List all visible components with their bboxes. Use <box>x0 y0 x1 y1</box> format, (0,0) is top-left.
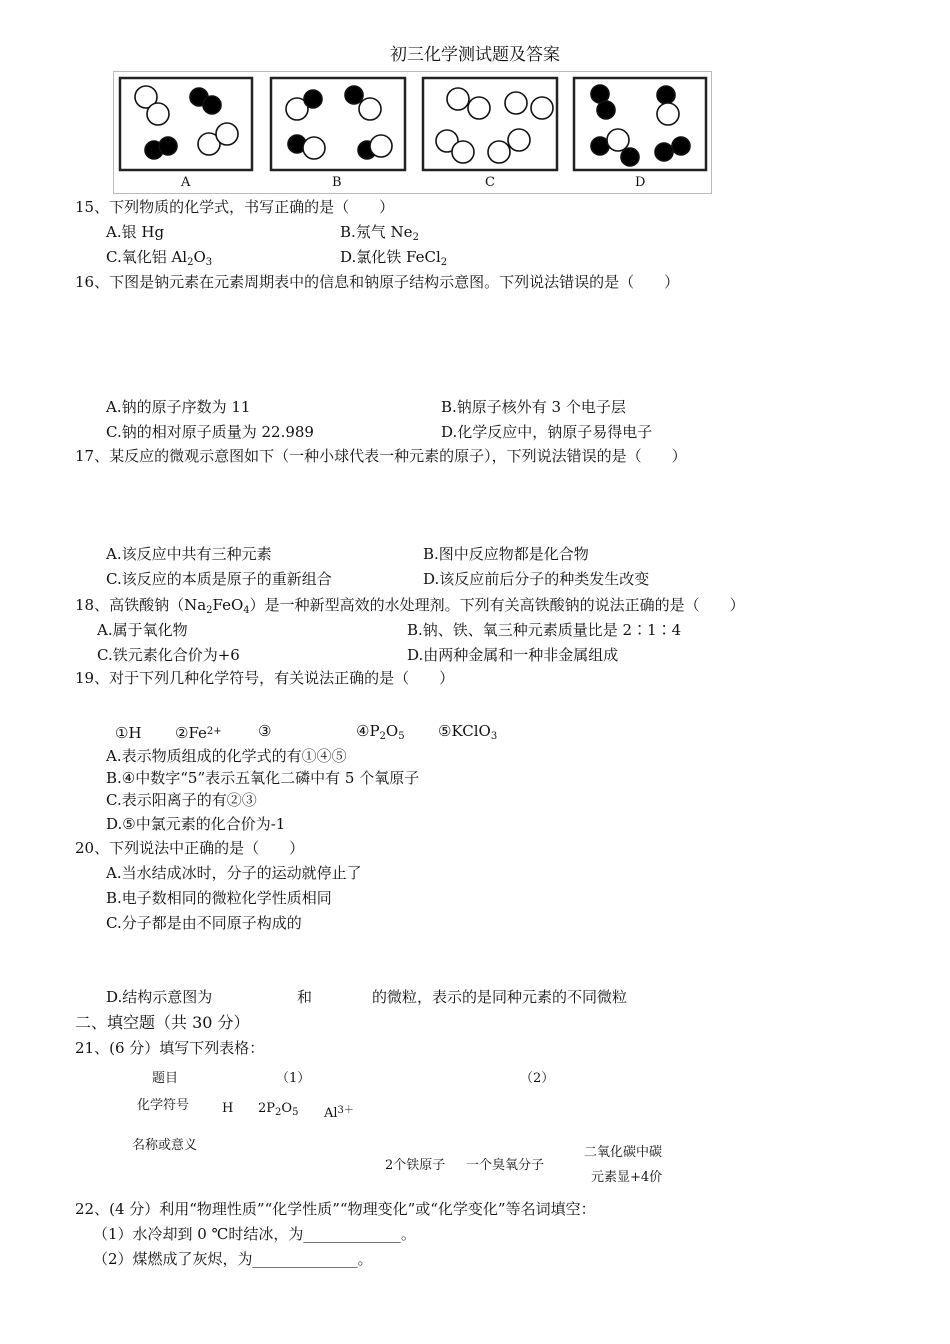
q18-option-a: A.属于氧化物 <box>97 621 188 639</box>
q15-stem: 15、下列物质的化学式，书写正确的是（ ） <box>75 198 395 216</box>
q17-option-d: D.该反应前后分子的种类发生改变 <box>423 570 650 588</box>
q16-option-b: B.钠原子核外有 3 个电子层 <box>441 398 626 416</box>
q22-line-2: （2）煤燃成了灰烬，为______________。 <box>93 1250 373 1268</box>
q15-option-c: C.氧化铝 $Al_2O_3$ <box>106 248 213 268</box>
q19-symbol-2: $②Fe^{2+}$ <box>175 724 222 742</box>
q15-option-d: D.氯化铁 FeCl$_2$ <box>340 248 448 268</box>
q21-meaning-3b: 元素显+4价 <box>591 1170 663 1185</box>
q21-meaning-2: 一个臭氧分子 <box>466 1158 545 1173</box>
q16-option-c: C.钠的相对原子质量为 22.989 <box>106 423 314 441</box>
q21-header-2: （2） <box>520 1071 555 1086</box>
q19-option-b: B.④中数字“5”表示五氧化二磷中有 5 个氧原子 <box>106 769 420 787</box>
q19-symbol-1: ①H <box>115 724 142 742</box>
q19-option-d: D.⑤中氯元素的化合价为-1 <box>106 815 286 833</box>
q17-option-a: A.该反应中共有三种元素 <box>106 545 272 563</box>
q21-header-1: （1） <box>276 1071 311 1086</box>
particle-figure <box>113 71 712 194</box>
q18-stem: 18、高铁酸钠$(Na_2FeO_4)$是一种新型高效的水处理剂。下列有关高铁酸钠的说法正确的是（ ） <box>75 596 745 616</box>
q19-symbol-4: $④P_2O_5$ <box>356 722 405 742</box>
panel-label-a: A <box>181 175 191 190</box>
q16-stem: 16、下图是钠元素在元素周期表中的信息和钠原子结构示意图。下列说法错误的是（ ） <box>75 273 680 291</box>
q20-option-d-part2: 和 <box>297 988 313 1006</box>
q22-line-1: （1）水冷却到 0 ℃时结冰，为_____________。 <box>93 1225 416 1243</box>
q21-meaning-1: 2个铁原子 <box>385 1158 446 1173</box>
q20-option-b: B.电子数相同的微粒化学性质相同 <box>106 889 332 907</box>
q18-option-c: C.铁元素化合价为+6 <box>97 646 240 664</box>
q21-symbol-p2o5: $2P_2O_5$ <box>258 1101 299 1118</box>
q20-option-d-part1: D.结构示意图为 <box>106 988 213 1006</box>
q19-symbol-3: ③ <box>258 722 272 740</box>
section-heading: 二、填空题（共 30 分） <box>75 1013 250 1032</box>
q16-option-a: A.钠的原子序数为 11 <box>106 398 251 416</box>
q20-option-d-part3: 的微粒，表示的是同种元素的不同微粒 <box>372 988 628 1006</box>
q20-option-a: A.当水结成冰时，分子的运动就停止了 <box>106 864 362 882</box>
q19-option-a: A.表示物质组成的化学式的有①④⑤ <box>106 747 347 765</box>
panel-label-d: D <box>635 175 646 190</box>
q17-option-b: B.图中反应物都是化合物 <box>423 545 589 563</box>
page-title: 初三化学测试题及答案 <box>390 45 560 65</box>
q16-option-d: D.化学反应中，钠原子易得电子 <box>441 423 653 441</box>
q17-option-c: C.该反应的本质是原子的重新组合 <box>106 570 332 588</box>
q20-option-c: C.分子都是由不同原子构成的 <box>106 914 302 932</box>
q21-symbol-h: H <box>222 1101 234 1116</box>
q21-symbol-al: $Al^{3+}$ <box>324 1105 354 1121</box>
q18-option-d: D.由两种金属和一种非金属组成 <box>407 646 619 664</box>
q20-stem: 20、下列说法中正确的是（ ） <box>75 839 305 857</box>
panel-label-b: B <box>332 175 342 190</box>
q18-option-b: B.钠、铁、氧三种元素质量比是 2∶1∶4 <box>407 621 682 639</box>
panel-label-c: C <box>485 175 495 190</box>
q21-row1-label: 化学符号 <box>137 1098 190 1113</box>
q19-symbol-5: ⑤KClO$_3$ <box>438 722 498 742</box>
q22-stem: 22、(4 分）利用“物理性质”“化学性质”“物理变化”或“化学变化”等名词填空： <box>75 1200 596 1218</box>
q21-meaning-3a: 二氧化碳中碳 <box>584 1145 663 1160</box>
q19-stem: 19、对于下列几种化学符号，有关说法正确的是（ ） <box>75 669 455 687</box>
q21-header-item: 题目 <box>152 1071 179 1086</box>
q17-stem: 17、某反应的微观示意图如下（一种小球代表一种元素的原子），下列说法错误的是（ ） <box>75 447 687 465</box>
q15-option-b: B.氖气 $Ne_2$ <box>340 223 419 243</box>
q21-stem: 21、(6 分）填写下列表格： <box>75 1039 265 1057</box>
q15-option-a: A.银 Hg <box>106 223 165 241</box>
q19-option-c: C.表示阳离子的有②③ <box>106 791 257 809</box>
q21-row2-label: 名称或意义 <box>132 1138 198 1153</box>
